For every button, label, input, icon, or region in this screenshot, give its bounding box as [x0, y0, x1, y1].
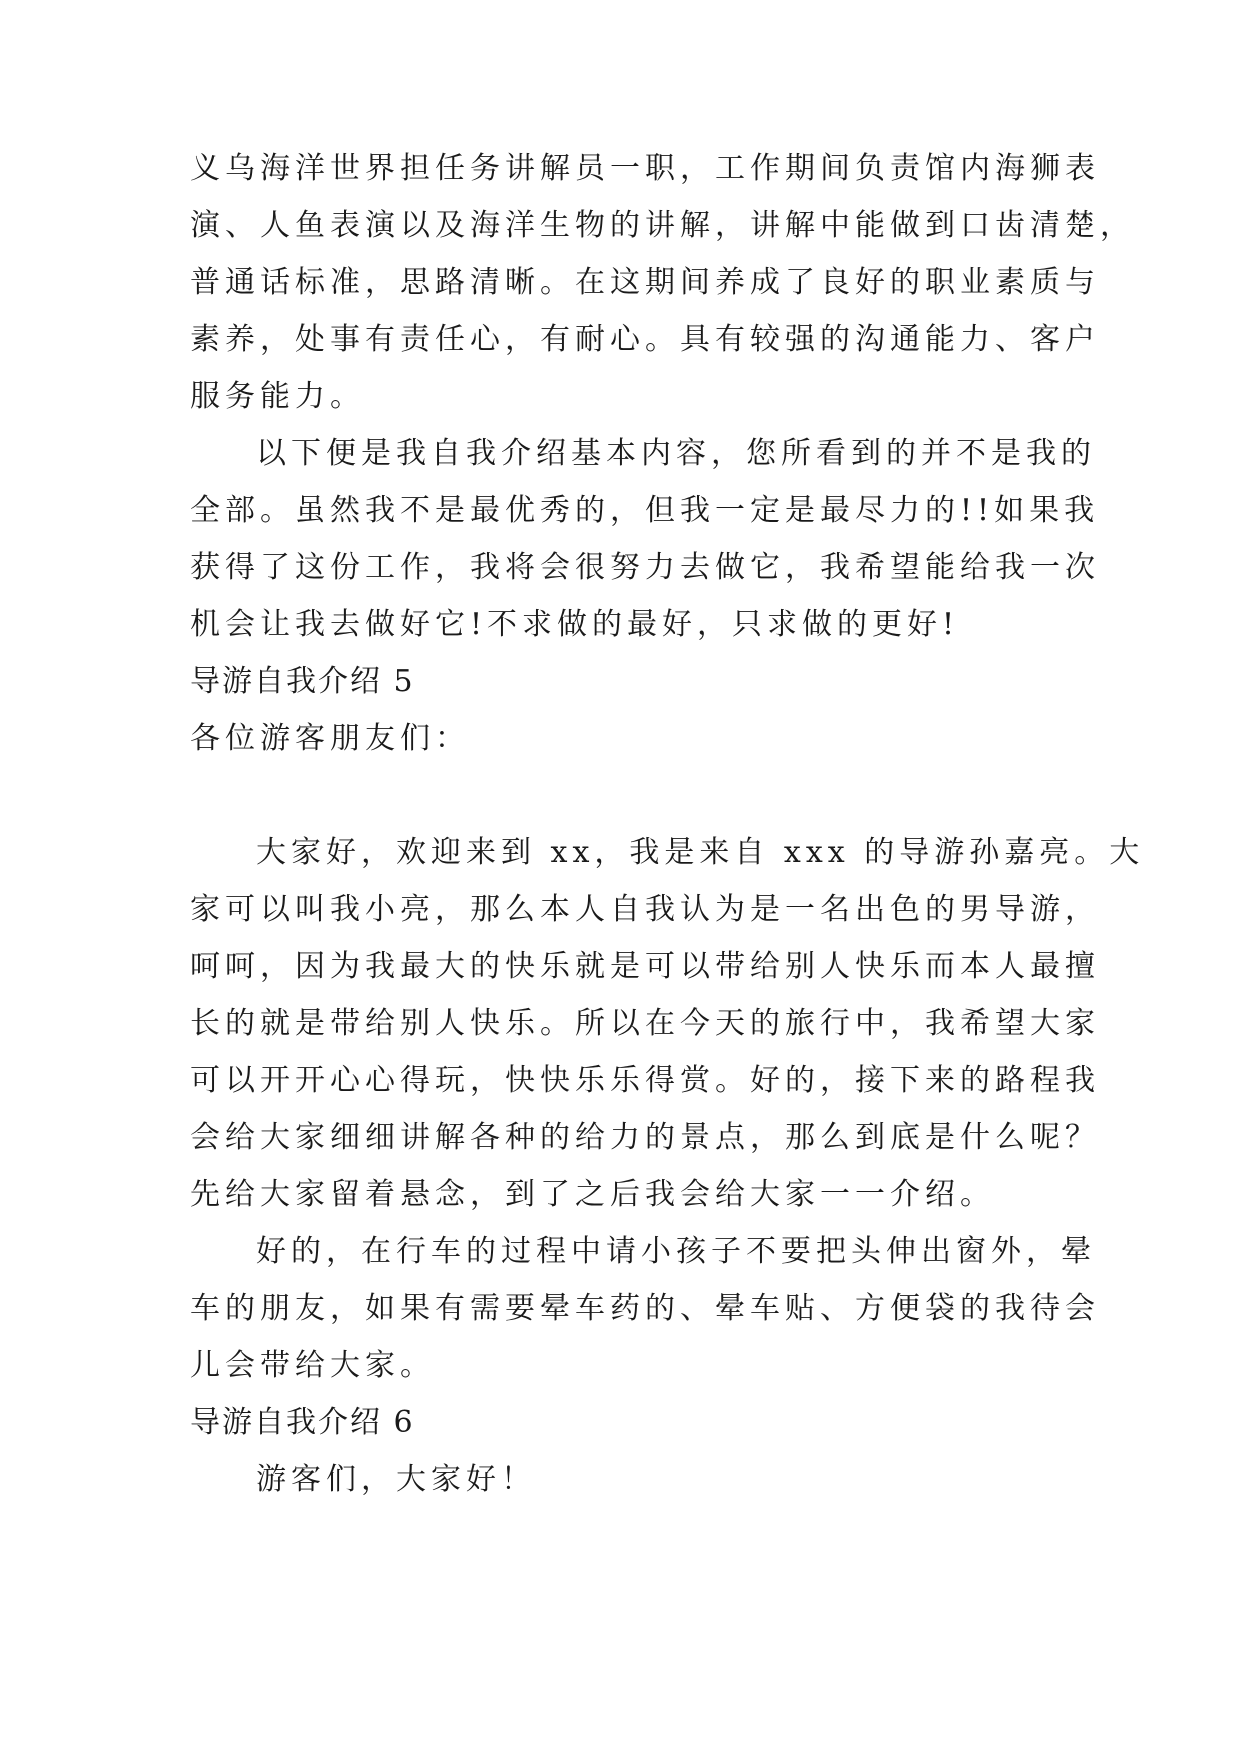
paragraph-line: 游客们，大家好！ [256, 1462, 536, 1497]
section-heading: 导游自我介绍 6 [190, 1405, 415, 1440]
paragraph-line: 普通话标准，思路清晰。在这期间养成了良好的职业素质与 [190, 265, 1100, 300]
document-body [190, 140, 1145, 1508]
paragraph-line: 演、人鱼表演以及海洋生物的讲解，讲解中能做到口齿清楚， [190, 208, 1135, 243]
blank-line [190, 767, 1062, 824]
paragraph-line: 大家好，欢迎来到 xx，我是来自 xxx 的导游孙嘉亮。大 [256, 835, 1145, 870]
paragraph-line: 呵呵，因为我最大的快乐就是可以带给别人快乐而本人最擅 [190, 949, 1100, 984]
paragraph-line: 可以开开心心得玩，快快乐乐得赏。好的，接下来的路程我 [190, 1063, 1100, 1098]
paragraph-line: 家可以叫我小亮，那么本人自我认为是一名出色的男导游， [190, 892, 1100, 927]
paragraph-line: 先给大家留着悬念，到了之后我会给大家一一介绍。 [190, 1177, 995, 1212]
paragraph-line: 长的就是带给别人快乐。所以在今天的旅行中，我希望大家 [190, 1006, 1100, 1041]
paragraph-line: 以下便是我自我介绍基本内容，您所看到的并不是我的 [256, 436, 1096, 471]
paragraph-line: 素养，处事有责任心，有耐心。具有较强的沟通能力、客户 [190, 322, 1100, 357]
salutation-line: 各位游客朋友们： [190, 721, 470, 756]
paragraph-line: 儿会带给大家。 [190, 1348, 435, 1383]
paragraph-line: 获得了这份工作，我将会很努力去做它，我希望能给我一次 [190, 550, 1100, 585]
paragraph-line: 全部。虽然我不是最优秀的，但我一定是最尽力的!!如果我 [190, 493, 1100, 528]
paragraph-line: 机会让我去做好它!不求做的最好，只求做的更好! [190, 607, 960, 642]
paragraph-line: 服务能力。 [190, 379, 365, 414]
paragraph-line: 车的朋友，如果有需要晕车药的、晕车贴、方便袋的我待会 [190, 1291, 1100, 1326]
section-heading: 导游自我介绍 5 [190, 664, 415, 699]
paragraph-line: 好的，在行车的过程中请小孩子不要把头伸出窗外，晕 [256, 1234, 1096, 1269]
paragraph-line: 义乌海洋世界担任务讲解员一职，工作期间负责馆内海狮表 [190, 151, 1100, 186]
paragraph-line: 会给大家细细讲解各种的给力的景点，那么到底是什么呢？ [190, 1120, 1100, 1155]
